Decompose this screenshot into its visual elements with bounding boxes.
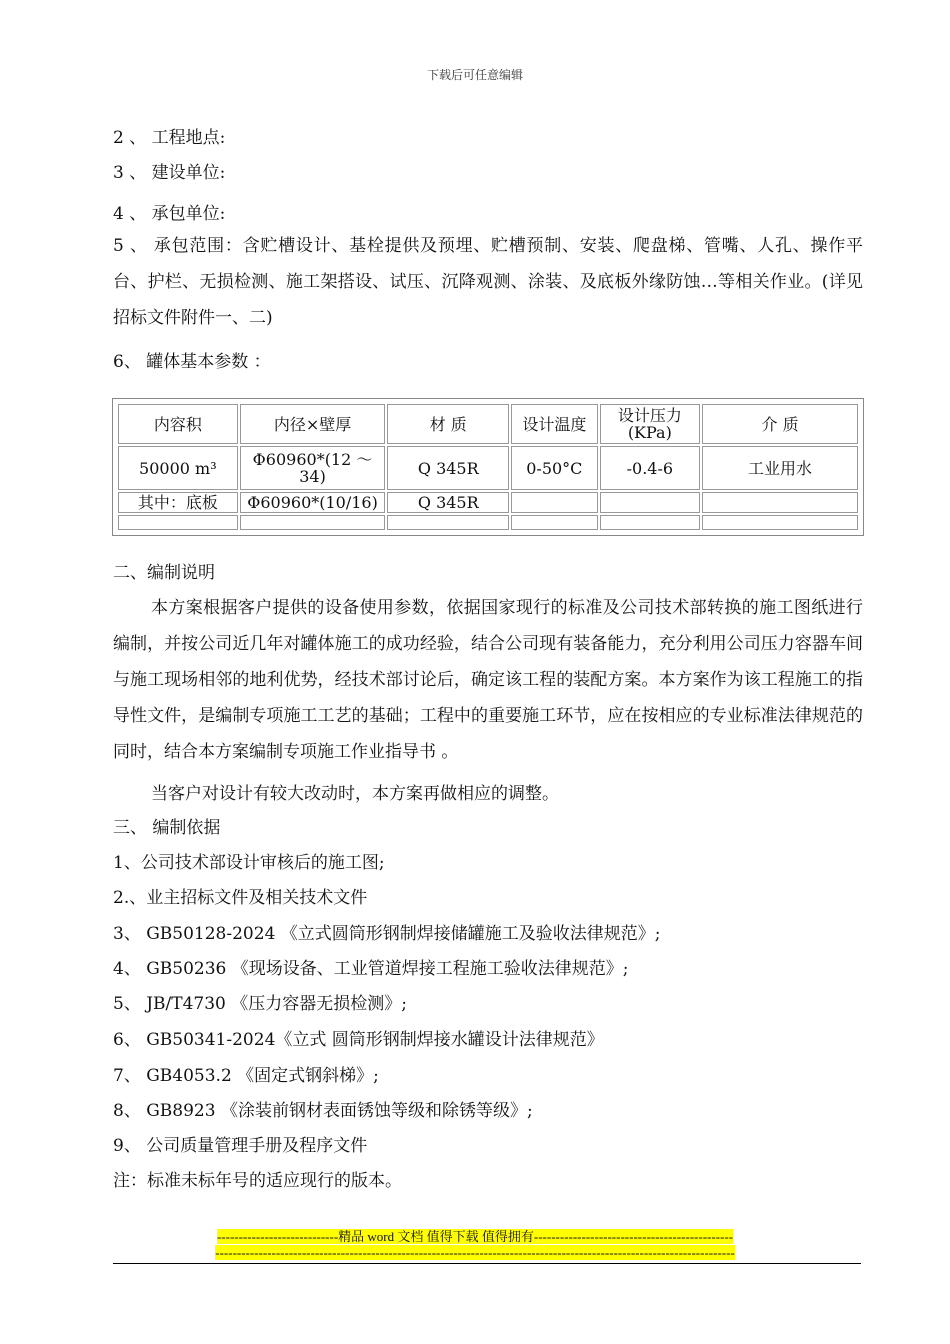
cell-volume: 50000 m³ <box>118 446 238 490</box>
basis-item: 7、 GB4053.2 《固定式钢斜梯》; <box>113 1066 379 1086</box>
cell-empty <box>387 515 509 530</box>
basis-item: 2.、业主招标文件及相关技术文件 <box>113 888 368 908</box>
cell-design-pressure: -0.4-6 <box>600 446 701 490</box>
table-row <box>118 492 858 513</box>
cell-design-temp: 0-50°C <box>511 446 597 490</box>
cell-empty <box>511 515 597 530</box>
footer-banner-line1 <box>0 1229 950 1244</box>
cell-material: Q 345R <box>387 492 509 513</box>
cell-medium: 工业用水 <box>702 446 858 490</box>
cell-empty <box>600 515 701 530</box>
basis-item: 4、 GB50236 《现场设备、工业管道焊接工程施工验收法律规范》; <box>113 959 629 979</box>
basis-item: 9、 公司质量管理手册及程序文件 <box>113 1136 368 1156</box>
cell-empty <box>118 515 238 530</box>
item-location: 2 、 工程地点: <box>113 128 226 148</box>
header-diameter-thickness: 内径×壁厚 <box>240 404 386 444</box>
footer-banner-dashes: ------------------------------------------------------------------------------------------------------------------------ <box>215 1245 735 1260</box>
header-volume: 内容积 <box>118 404 238 444</box>
section-title-basis: 三、 编制依据 <box>113 818 221 838</box>
footer-banner-line2 <box>0 1245 950 1260</box>
table-row <box>118 446 858 490</box>
cell-empty <box>240 515 386 530</box>
tank-parameter-table <box>112 398 864 536</box>
cell-design-pressure <box>600 492 701 513</box>
basis-item: 1、公司技术部设计审核后的施工图; <box>113 853 385 873</box>
page-header: 下载后可任意编辑 <box>426 68 523 82</box>
cell-design-temp <box>511 492 597 513</box>
basis-item: 6、 GB50341-2024《立式 圆筒形钢制焊接水罐设计法律规范》 <box>113 1030 604 1050</box>
basis-item: 5、 JB/T4730 《压力容器无损检测》; <box>113 994 407 1014</box>
cell-volume: 其中：底板 <box>118 492 238 513</box>
item-builder: 3 、 建设单位: <box>113 163 226 183</box>
standards-note: 注：标准未标年号的适应现行的版本。 <box>113 1171 402 1191</box>
header-material: 材 质 <box>387 404 509 444</box>
cell-medium <box>702 492 858 513</box>
header-medium: 介 质 <box>702 404 858 444</box>
basis-item: 8、 GB8923 《涂装前钢材表面锈蚀等级和除锈等级》; <box>113 1101 533 1121</box>
item-scope: 5 、 承包范围：含贮槽设计、基栓提供及预埋、贮槽预制、安装、爬盘梯、管嘴、人孔、操作平台、护栏、无损检测、施工架搭设、试压、沉降观测、涂装、及底板外缘防蚀…等相关作业。(详见招标文件附件一、二) <box>113 236 863 328</box>
item-tank-params: 6、 罐体基本参数 ： <box>113 352 271 372</box>
cell-material: Q 345R <box>387 446 509 490</box>
section-title-explanation: 二、编制说明 <box>113 563 215 583</box>
cell-diameter-thickness: Φ60960*(10/16) <box>240 492 386 513</box>
item-contractor: 4 、 承包单位: <box>113 204 226 224</box>
header-design-temp: 设计温度 <box>511 404 597 444</box>
footer-banner-text: ----------------------------精品 word 文档 值得下载 值得拥有---------------------------------------------- <box>216 1229 734 1244</box>
explanation-paragraph: 本方案根据客户提供的设备使用参数，依据国家现行的标准及公司技术部转换的施工图纸进行编制，并按公司近几年对罐体施工的成功经验，结合公司现有装备能力，充分利用公司压力容器车间与施工现场相邻的地利优势，经技术部讨论后，确定该工程的装配方案。本方案作为该工程施工的指导性文件，是编制专项施工工艺的基础；工程中的重要施工环节，应在按相应的专业标准法律规范的同时，结合本方案编制专项施工作业指导书 。 <box>113 598 863 762</box>
footer-rule <box>113 1263 861 1264</box>
table-row <box>118 515 858 530</box>
basis-item: 3、 GB50128-2024 《立式圆筒形钢制焊接储罐施工及验收法律规范》; <box>113 924 661 944</box>
explanation-note: 当客户对设计有较大改动时，本方案再做相应的调整。 <box>151 784 559 804</box>
header-design-pressure: 设计压力 (KPa) <box>600 404 701 444</box>
cell-empty <box>702 515 858 530</box>
cell-diameter-thickness: Φ60960*(12 ～ 34) <box>240 446 386 490</box>
